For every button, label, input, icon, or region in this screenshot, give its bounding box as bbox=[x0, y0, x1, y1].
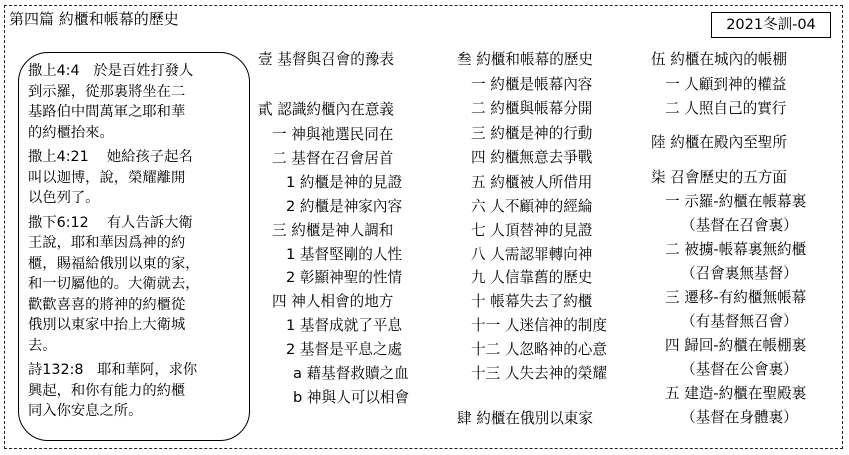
outline-item: 伍 約櫃在城內的帳棚 bbox=[651, 51, 787, 68]
outline-item: 2 彰顯神聖的性情 bbox=[286, 269, 403, 286]
verse-text: 耶和華阿，求你 興起，和你有能力的約櫃 同入你安息之所。 bbox=[28, 362, 198, 419]
outline-item: 四 約櫃無意去爭戰 bbox=[471, 149, 593, 166]
page-title: 第四篇 約櫃和帳幕的歷史 bbox=[9, 10, 179, 28]
verse-2 bbox=[28, 147, 243, 209]
outline-item: b 神與人可以相會 bbox=[293, 389, 410, 406]
outline-item: 一 人顧到神的權益 bbox=[665, 76, 787, 93]
outline-item: 1 基督成就了平息 bbox=[286, 317, 403, 334]
outline-item: （基督在公會裏） bbox=[681, 361, 798, 378]
outline-item: 三 遷移-有約櫃無帳幕 bbox=[665, 289, 807, 306]
verse-ref: 撒上4:4 bbox=[28, 63, 80, 79]
outline-item: （有基督無召會） bbox=[681, 313, 798, 330]
verse-3 bbox=[28, 213, 243, 357]
outline-item: 七 人頂替神的見證 bbox=[471, 222, 593, 239]
outline-item: 2 基督是平息之處 bbox=[286, 341, 403, 358]
outline-item: 三 約櫃是神人調和 bbox=[272, 222, 394, 239]
outline-item: 九 人信靠舊的歷史 bbox=[471, 269, 593, 286]
verse-4 bbox=[28, 360, 243, 422]
verse-text: 有人告訴大衛 王說，耶和華因爲神的約 櫃，賜福給俄別以東的家， 和一切屬他的。大衛就去， 歡歡喜喜的將神的約櫃從 俄別以東家中抬上大衛城 去。 bbox=[28, 214, 200, 354]
outline-item: 壹 基督與召會的豫表 bbox=[258, 51, 394, 68]
outline-item: 貳 認識約櫃內在意義 bbox=[258, 101, 394, 118]
outline-item: 五 建造-約櫃在聖殿裏 bbox=[665, 385, 807, 402]
outline-item: 二 被擄-帳幕裏無約櫃 bbox=[665, 241, 807, 258]
outline-item: （基督在召會裏） bbox=[681, 217, 798, 234]
outline-item: 十三 人失去神的榮耀 bbox=[471, 365, 607, 382]
verse-ref: 詩132:8 bbox=[28, 362, 84, 378]
outline-item: 1 基督堅剛的人性 bbox=[286, 246, 403, 263]
outline-item: 十二 人忽略神的心意 bbox=[471, 341, 607, 358]
verse-text: 她給孩子起名 叫以迦博，說，榮耀離開 以色列了。 bbox=[28, 149, 193, 206]
outline-item: 柒 召會歷史的五方面 bbox=[651, 169, 787, 186]
outline-item: 一 神與祂選民同在 bbox=[272, 126, 394, 143]
outline-item: 一 約櫃是帳幕內容 bbox=[471, 76, 593, 93]
outline-item: （基督在身體裏） bbox=[681, 409, 798, 426]
outline-item: a 藉基督救贖之血 bbox=[293, 365, 409, 382]
outline-item: 十一 人迷信神的制度 bbox=[471, 317, 607, 334]
outline-item: 十 帳幕失去了約櫃 bbox=[471, 293, 593, 310]
outline-item: 五 約櫃被人所借用 bbox=[471, 174, 593, 191]
outline-item: 肆 約櫃在俄別以東家 bbox=[457, 410, 593, 427]
verse-1 bbox=[28, 61, 243, 143]
scripture-box bbox=[18, 52, 250, 441]
outline-item: 八 人需認罪轉向神 bbox=[471, 246, 593, 263]
outline-item: 二 人照自己的實行 bbox=[665, 100, 787, 117]
outline-item: （召會裏無基督） bbox=[681, 265, 798, 282]
outline-item: 四 神人相會的地方 bbox=[272, 293, 394, 310]
outline-item: 六 人不顧神的經綸 bbox=[471, 198, 593, 215]
verse-ref: 撒下6:12 bbox=[28, 214, 89, 231]
outline-item: 四 歸回-約櫃在帳棚裏 bbox=[665, 337, 807, 354]
outline-item: 叁 約櫃和帳幕的歷史 bbox=[457, 51, 593, 68]
outline-item: 一 示羅-約櫃在帳幕裏 bbox=[665, 193, 807, 210]
outline-item: 1 約櫃是神的見證 bbox=[286, 174, 403, 191]
outline-item: 陸 約櫃在殿內至聖所 bbox=[651, 134, 787, 151]
lesson-code-box: 2021冬訓-04 bbox=[711, 12, 831, 38]
outline-item: 三 約櫃是神的行動 bbox=[471, 125, 593, 142]
outline-item: 二 約櫃與帳幕分開 bbox=[471, 100, 593, 117]
outline-item: 二 基督在召會居首 bbox=[272, 150, 394, 167]
verse-text: 於是百姓打發人 到示羅，從那裏將坐在二 基路伯中間萬軍之耶和華 的約櫃抬來。 bbox=[28, 63, 194, 141]
outline-item: 2 約櫃是神家內容 bbox=[286, 198, 403, 215]
verse-ref: 撒上4:21 bbox=[28, 149, 89, 165]
